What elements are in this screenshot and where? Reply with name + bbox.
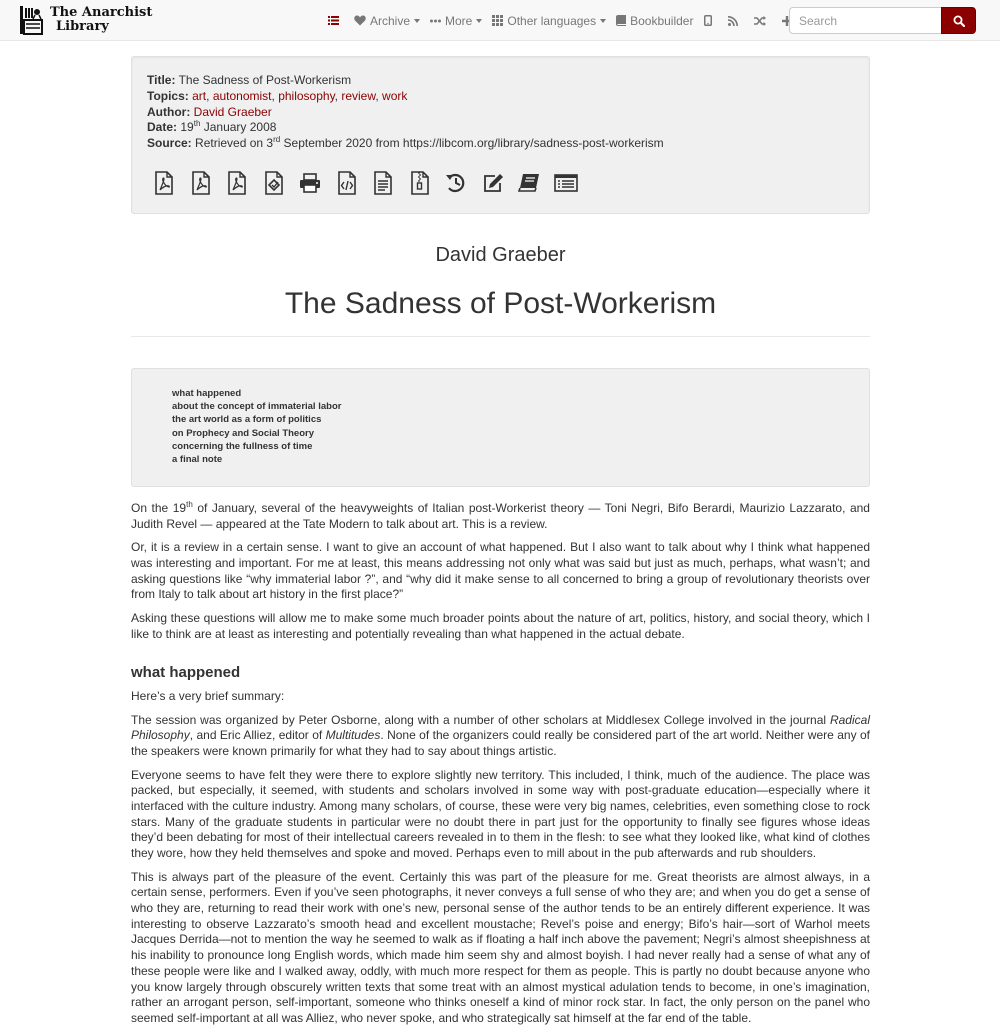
brand-line1: The Anarchist bbox=[50, 5, 153, 20]
p1-text-b: of January, several of the heavyweights of Italian post-Workerist theory — Toni Negri, Bifo Berardi, Maurizio Lazzarato, and Judith Revel — appeared at the Tate Modern to talk about art. This is a review. bbox=[131, 501, 870, 531]
rss-icon bbox=[728, 16, 738, 26]
meta-date-day: 19 bbox=[180, 120, 194, 135]
search-input[interactable] bbox=[789, 7, 942, 34]
meta-date-row bbox=[147, 120, 664, 136]
meta-source-rest: September 2020 from https://libcom.org/library/sadness-post-workerism bbox=[280, 136, 664, 151]
article-author: David Graeber bbox=[435, 244, 566, 266]
pdf-imposed-icon bbox=[227, 171, 247, 195]
download-html-button[interactable] bbox=[330, 165, 364, 201]
download-pdf-imposed-button[interactable] bbox=[220, 165, 254, 201]
meta-topics-row: Topics: art, autonomist, philosophy, review, work bbox=[147, 88, 408, 103]
brand-link[interactable] bbox=[18, 3, 152, 37]
meta-title-value: The Sadness of Post-Workerism bbox=[178, 73, 352, 87]
html-icon bbox=[337, 171, 357, 195]
anarchist-library-logo-icon bbox=[18, 4, 46, 36]
meta-author-label: Author: bbox=[147, 104, 191, 119]
chevron-down-icon bbox=[414, 19, 420, 23]
toc-item[interactable]: about the concept of immaterial labor bbox=[172, 401, 342, 413]
download-pdf-button[interactable] bbox=[147, 165, 181, 201]
meta-date-suffix: th bbox=[193, 119, 201, 129]
p5-text-c: . None of the organizers could really be considered part of the art world. Neither were any of the speakers were known primarily for what they had to say about things artistic. bbox=[131, 728, 870, 759]
nav-more-dropdown[interactable] bbox=[425, 0, 487, 41]
toc-item[interactable]: concerning the fullness of time bbox=[172, 440, 313, 452]
chevron-down-icon bbox=[600, 19, 606, 23]
toc-item[interactable]: on Prophecy and Social Theory bbox=[172, 427, 315, 439]
history-icon bbox=[445, 172, 467, 194]
download-toolbar bbox=[147, 165, 585, 201]
paragraph: Asking these questions will allow me to make some much broader points about the nature of art, politics, history, and social theory, which I like to think are at least as interesting and potentially revealing than what happened in the actual debate. bbox=[131, 610, 870, 641]
nav-other-languages-dropdown[interactable] bbox=[487, 0, 611, 41]
download-source-zip-button[interactable] bbox=[403, 165, 437, 201]
p5-text-b: , and Eric Alliez, editor of bbox=[189, 728, 326, 743]
download-epub-button[interactable] bbox=[257, 165, 291, 201]
table-of-contents-button[interactable] bbox=[549, 165, 583, 201]
toc-list bbox=[172, 387, 341, 466]
section-heading: what happened bbox=[131, 664, 241, 682]
article-body bbox=[131, 501, 870, 1034]
nav-mobile-button[interactable] bbox=[698, 0, 722, 41]
nav-archive-label: Archive bbox=[370, 13, 411, 28]
meta-source-label: Source: bbox=[147, 136, 192, 151]
print-icon bbox=[299, 173, 321, 193]
epub-icon bbox=[264, 171, 284, 195]
nav-bookbuilder-label: Bookbuilder bbox=[630, 13, 694, 28]
table-of-contents bbox=[131, 368, 870, 487]
book-icon bbox=[616, 15, 626, 26]
pdf-icon bbox=[154, 171, 174, 195]
meta-title-row bbox=[147, 73, 664, 89]
search-button[interactable] bbox=[941, 7, 976, 34]
meta-source-suffix: rd bbox=[273, 135, 281, 145]
topic-link-autonomist[interactable]: autonomist bbox=[212, 88, 272, 103]
search-icon bbox=[953, 15, 965, 27]
heart-icon bbox=[354, 15, 366, 26]
nav-menu bbox=[322, 0, 802, 41]
print-button[interactable] bbox=[293, 165, 327, 201]
text-info-panel bbox=[131, 56, 870, 214]
nav-archive-dropdown[interactable] bbox=[349, 0, 425, 41]
pdf-a4-icon bbox=[191, 171, 211, 195]
nav-rss-button[interactable] bbox=[722, 0, 748, 41]
chevron-down-icon bbox=[476, 19, 482, 23]
text-icon bbox=[373, 171, 393, 195]
topic-link-art[interactable]: art bbox=[192, 88, 207, 103]
list-icon bbox=[328, 15, 339, 26]
nav-other-languages-label: Other languages bbox=[507, 13, 597, 28]
zip-icon bbox=[410, 171, 430, 195]
download-text-button[interactable] bbox=[366, 165, 400, 201]
journal-title: Radical Philosophy bbox=[131, 712, 870, 743]
p5-text-a: The session was organized by Peter Osborne, along with a number of other scholars at Middlesex College involved in the journal bbox=[131, 712, 830, 727]
p1-text-a: On the 19 bbox=[131, 501, 187, 515]
author-link[interactable]: David Graeber bbox=[193, 104, 272, 119]
list-view-icon bbox=[554, 174, 578, 192]
nav-list-button[interactable] bbox=[322, 0, 349, 41]
paragraph: Here’s a very brief summary: bbox=[131, 689, 285, 704]
download-pdf-a4-button[interactable] bbox=[184, 165, 218, 201]
toc-item[interactable]: a final note bbox=[172, 454, 223, 466]
meta-source-pre: Retrieved on 3 bbox=[195, 136, 274, 151]
brand-line2: Library bbox=[56, 19, 109, 34]
topic-link-philosophy[interactable]: philosophy bbox=[278, 88, 335, 103]
add-to-bookbuilder-button[interactable] bbox=[512, 165, 546, 201]
edit-button[interactable] bbox=[476, 165, 510, 201]
nav-random-button[interactable] bbox=[748, 0, 776, 41]
bookbuilder-icon bbox=[518, 173, 540, 193]
nav-bookbuilder-link[interactable] bbox=[611, 0, 698, 41]
paragraph: Everyone seems to have felt they were there to explore slightly new territory. This included, I think, much of the audience. The place was packed, but especially, it seemed, with students and scholars involved in some way with post-graduate education—especially where it interfaced with the culture industry. Among many scholars, of course, these were very big names, celebrities, even something close to rock stars. Many of the graduate students in particular were no doubt there in part just for the opportunity to finally see figures whose ideas they’d been debating for most of their intellectual careers revealed in to them in the flesh: to see what they looked like, what kind of clothes they wore, how they held themselves and spoke and moved. Perhaps even to mill about in the pub afterwards and rub shoulders. bbox=[131, 767, 870, 861]
page-title: The Sadness of Post-Workerism bbox=[284, 287, 717, 320]
meta-title-label: Title: bbox=[147, 73, 176, 87]
text-metadata bbox=[147, 73, 664, 152]
paragraph: Or, it is a review in a certain sense. I want to give an account of what happened. But I also want to talk about why I think what happened was interesting and important. For me at least, this means addressing not only what was said but just as much, perhaps, what wasn’t; and asking questions like “why immaterial labor ?”, and “why did it make sense to all concerned to bring a group of revolutionary theorists over from Italy to talk about art history in the first place?” bbox=[131, 540, 870, 602]
topic-link-work[interactable]: work bbox=[382, 88, 408, 103]
meta-date-label: Date: bbox=[147, 120, 178, 135]
grid-icon bbox=[492, 15, 503, 26]
ellipsis-icon bbox=[430, 19, 441, 23]
nav-more-label: More bbox=[445, 13, 473, 28]
meta-topics-label: Topics: bbox=[147, 88, 189, 103]
shuffle-icon bbox=[754, 16, 766, 26]
brand-name bbox=[50, 6, 152, 34]
meta-author-row bbox=[147, 105, 664, 121]
p1-sup: th bbox=[186, 500, 193, 509]
toc-item[interactable]: the art world as a form of politics bbox=[172, 414, 322, 426]
meta-source-row bbox=[147, 136, 664, 152]
paragraph bbox=[131, 501, 870, 532]
tablet-icon bbox=[704, 15, 712, 26]
toc-item[interactable]: what happened bbox=[172, 388, 242, 399]
meta-date-rest: January 2008 bbox=[200, 120, 277, 135]
edit-icon bbox=[482, 173, 504, 193]
journal-title: Multitudes bbox=[325, 728, 381, 743]
navbar bbox=[0, 0, 1000, 41]
title-divider bbox=[131, 336, 870, 337]
topic-link-review[interactable]: review bbox=[341, 88, 376, 103]
history-button[interactable] bbox=[439, 165, 473, 201]
paragraph: This is always part of the pleasure of the event. Certainly this was part of the pleasure for me. Great theorists are almost always, in a certain sense, performers. Even if you’ve seen photographs, it never conveys a full sense of who they are; and when you do get a sense of who they are, returning to read their work with one’s new, personal sense of the author tends to be an entirely different experience. It was interesting to observe Lazzarato’s smooth head and excellent moustache; Revel’s poise and energy; Bifo’s hair—sort of Warhol meets Jacques Derrida—not to mention the way he seemed to walk as if floating a half inch above the pavement; Negri’s almost sheepishness at his inability to pronounce long English words, which made him seem shy and almost boyish. I had never really had a sense of what any of these people were like and I walked away, oddly, with much more respect for them as people. This is partly no doubt because anyone who you know largely through obscurely written texts that some treat with an almost mystical adulation tends to become, in one’s imagination, rather an arrogant person, self-important, someone who thinks oneself a kind of minor rock star. In fact, the only person on the panel who seemed self-important at all was Alliez, who never spoke, and who strategically sat himself at the far end of the table. bbox=[131, 869, 870, 1025]
paragraph bbox=[131, 713, 870, 760]
